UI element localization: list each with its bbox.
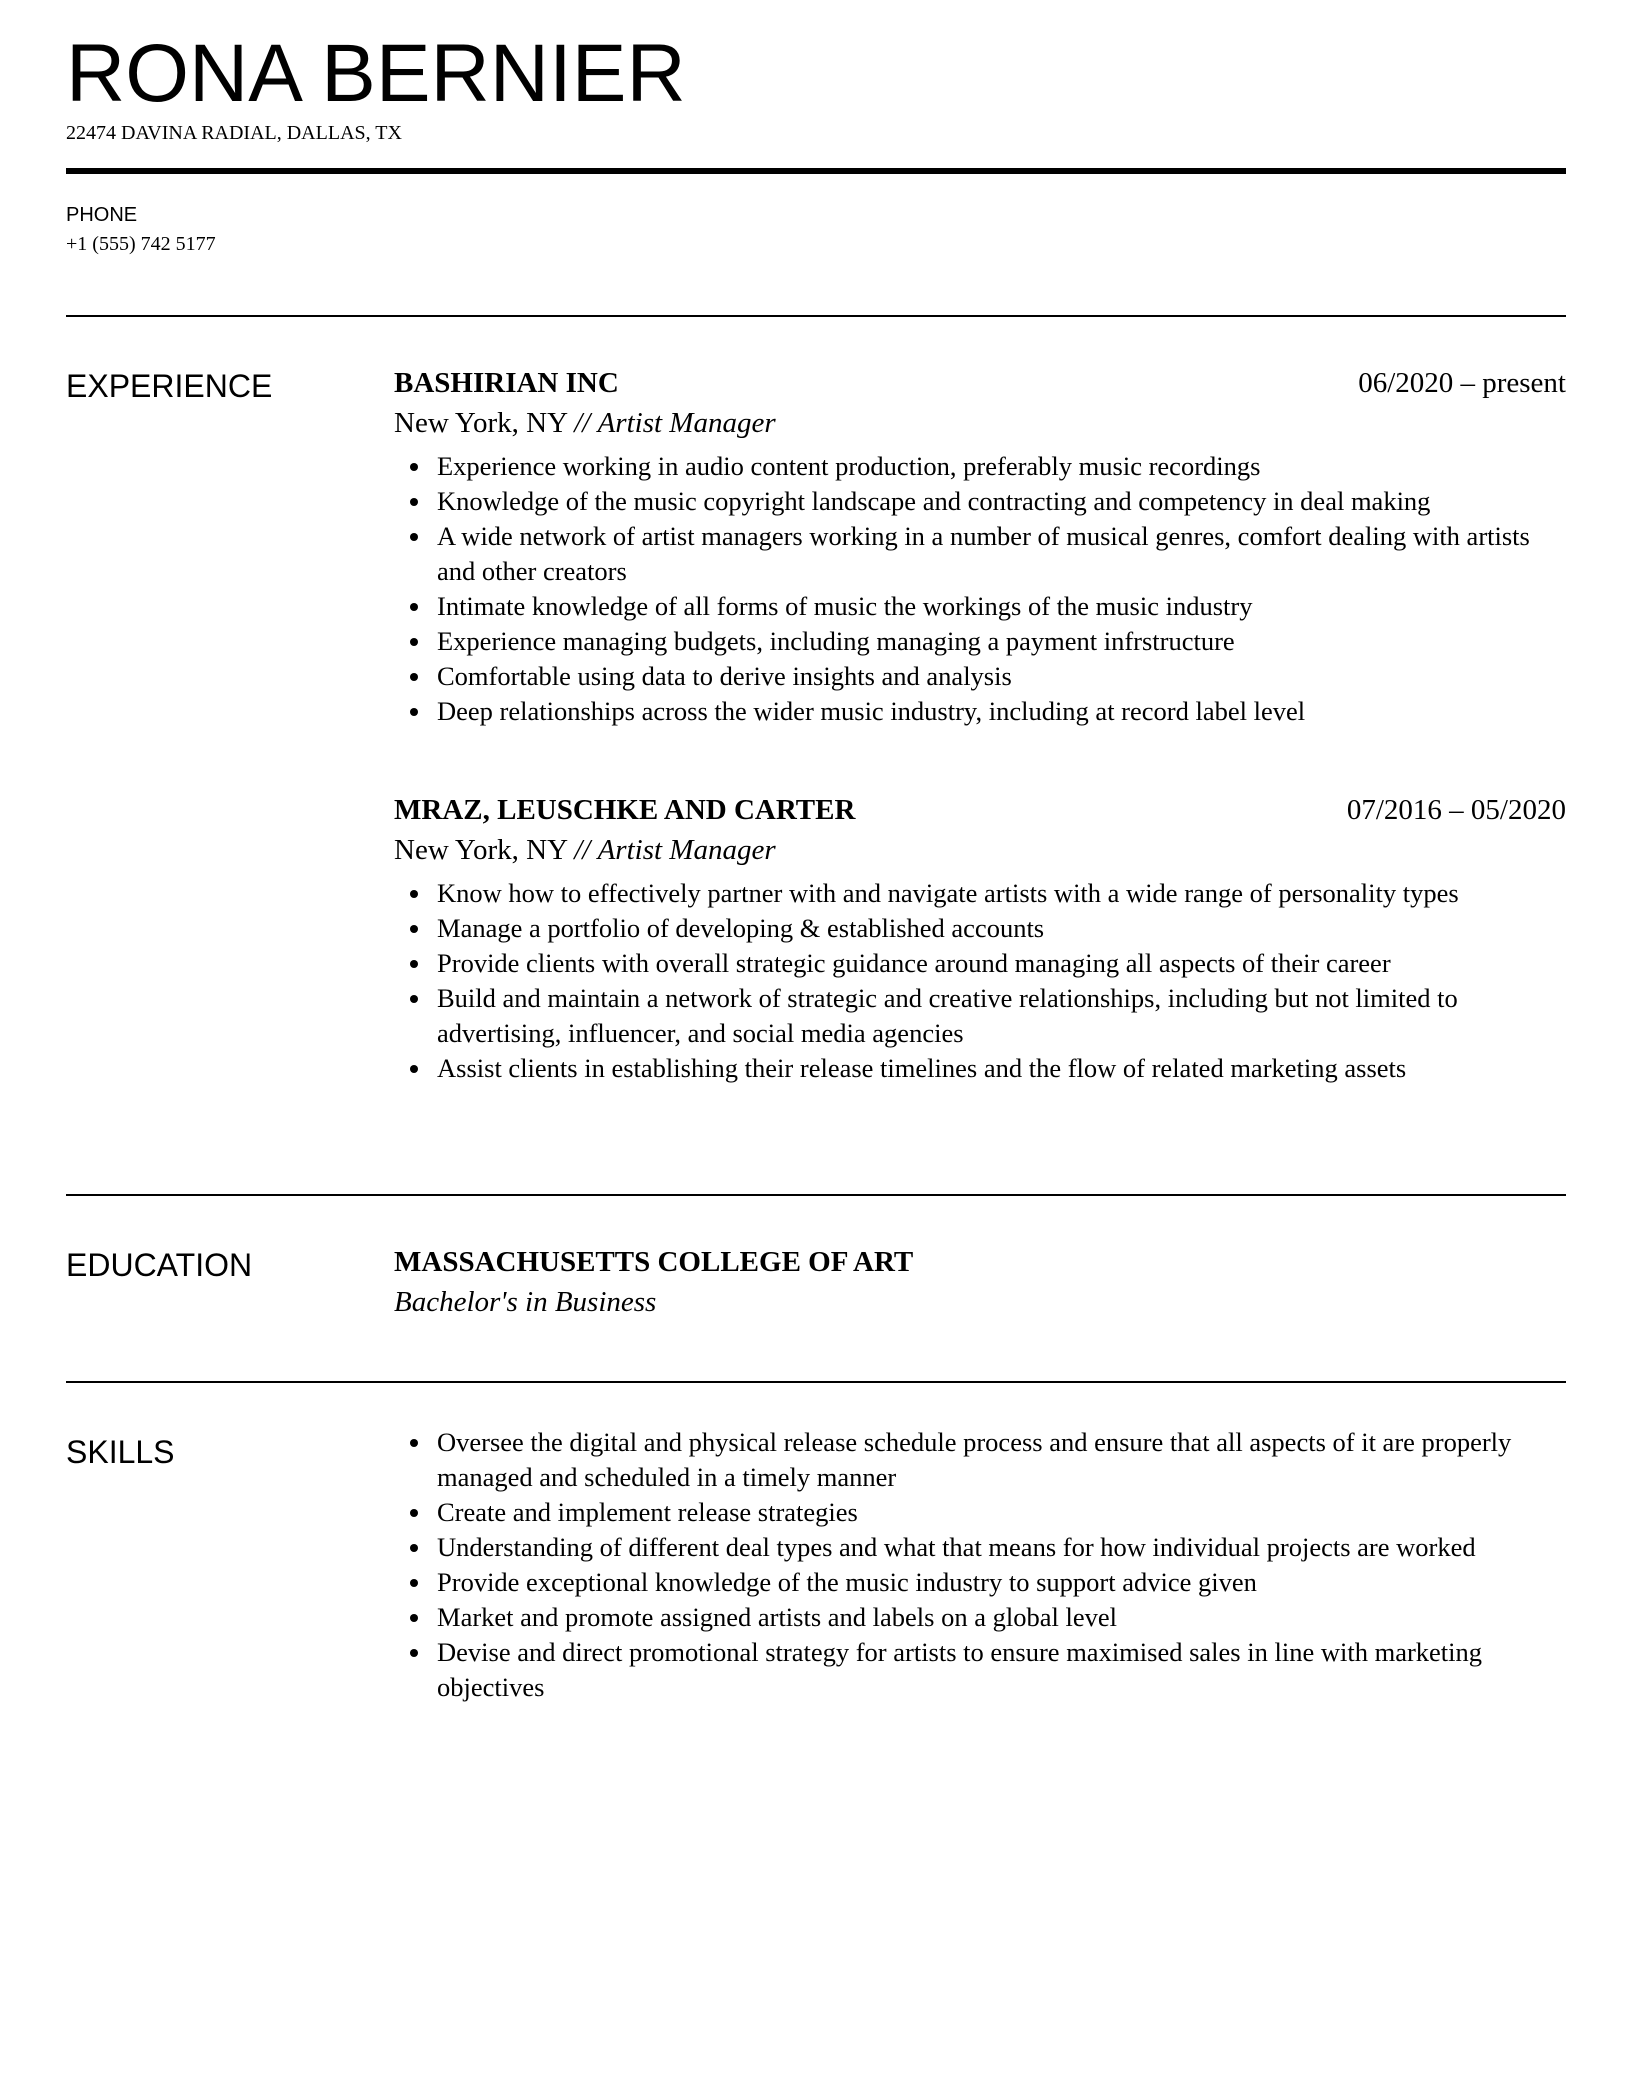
list-item: Provide exceptional knowledge of the music industry to support advice given — [437, 1565, 1566, 1600]
skills-section — [394, 1425, 1566, 1705]
list-item: Oversee the digital and physical release schedule process and ensure that all aspects of it are properly managed and scheduled in a timely manner — [437, 1425, 1566, 1495]
job-dates: 06/2020 – present — [1358, 367, 1566, 399]
list-item: Provide clients with overall strategic guidance around managing all aspects of their career — [437, 946, 1566, 981]
section-divider — [66, 315, 1566, 317]
list-item: Assist clients in establishing their release timelines and the flow of related marketing assets — [437, 1051, 1566, 1086]
degree: Bachelor's in Business — [394, 1286, 657, 1318]
education-section — [394, 1242, 1566, 1322]
list-item: Understanding of different deal types and what that means for how individual projects are worked — [437, 1530, 1566, 1565]
job-bullets — [394, 449, 1566, 729]
company-name: MRAZ, LEUSCHKE AND CARTER — [394, 794, 856, 826]
list-item: Devise and direct promotional strategy for artists to ensure maximised sales in line with marketing objectives — [437, 1635, 1566, 1705]
job-entry — [394, 363, 1566, 729]
job-entry — [394, 790, 1566, 1086]
list-item: Knowledge of the music copyright landscape and contracting and competency in deal making — [437, 484, 1566, 519]
job-role: Artist Manager — [597, 834, 776, 866]
candidate-name: RONA BERNIER — [66, 28, 686, 119]
skills-list — [394, 1425, 1566, 1705]
list-item: A wide network of artist managers working in a number of musical genres, comfort dealing with artists and other creators — [437, 519, 1566, 589]
candidate-address: 22474 DAVINA RADIAL, DALLAS, TX — [66, 122, 402, 144]
list-item: Build and maintain a network of strategic and creative relationships, including but not limited to advertising, influencer, and social media agencies — [437, 981, 1566, 1051]
list-item: Know how to effectively partner with and navigate artists with a wide range of personality types — [437, 876, 1566, 911]
phone-number: +1 (555) 742 5177 — [66, 233, 216, 255]
job-bullets — [394, 876, 1566, 1086]
skills-heading: SKILLS — [66, 1434, 175, 1470]
list-item: Experience managing budgets, including managing a payment infrstructure — [437, 624, 1566, 659]
job-subline — [394, 403, 1566, 443]
job-dates: 07/2016 – 05/2020 — [1346, 794, 1566, 826]
job-header — [394, 790, 1566, 830]
list-item: Deep relationships across the wider music industry, including at record label level — [437, 694, 1566, 729]
job-location: New York, NY — [394, 407, 567, 439]
section-divider — [66, 1381, 1566, 1383]
header-divider — [66, 168, 1566, 174]
role-separator: // — [574, 834, 591, 866]
experience-section-2 — [394, 790, 1566, 1086]
list-item: Intimate knowledge of all forms of music the workings of the music industry — [437, 589, 1566, 624]
list-item: Experience working in audio content production, preferably music recordings — [437, 449, 1566, 484]
section-divider — [66, 1194, 1566, 1196]
job-subline — [394, 830, 1566, 870]
list-item: Market and promote assigned artists and labels on a global level — [437, 1600, 1566, 1635]
list-item: Manage a portfolio of developing & established accounts — [437, 911, 1566, 946]
list-item: Comfortable using data to derive insights and analysis — [437, 659, 1566, 694]
job-role: Artist Manager — [597, 407, 776, 439]
experience-section — [394, 363, 1566, 729]
company-name: BASHIRIAN INC — [394, 367, 619, 399]
education-heading: EDUCATION — [66, 1247, 253, 1283]
phone-label: PHONE — [66, 204, 138, 226]
role-separator: // — [574, 407, 591, 439]
job-location: New York, NY — [394, 834, 567, 866]
list-item: Create and implement release strategies — [437, 1495, 1566, 1530]
school-name: MASSACHUSETTS COLLEGE OF ART — [394, 1246, 914, 1278]
experience-heading: EXPERIENCE — [66, 368, 273, 404]
job-header — [394, 363, 1566, 403]
